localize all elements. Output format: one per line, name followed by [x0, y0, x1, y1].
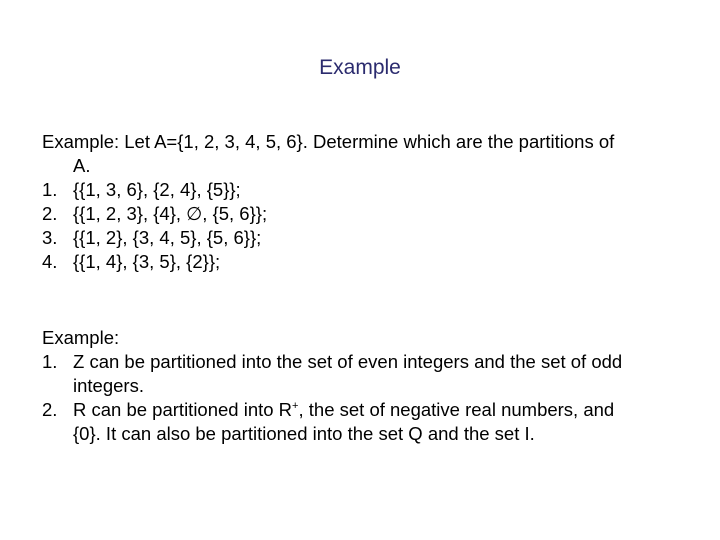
list-item	[42, 226, 682, 250]
list-item-line-1-start: R can be partitioned into R	[73, 399, 293, 420]
list-item-number: 4.	[42, 251, 58, 272]
list-item-line-1: Z can be partitioned into the set of even integers and the set of odd	[73, 351, 623, 372]
list-item-number: 3.	[42, 227, 58, 248]
question-intro-line-2: A.	[73, 155, 91, 176]
list-item-number: 2.	[42, 203, 58, 224]
partition-question-block	[42, 130, 682, 274]
list-item-line-1-end: , the set of negative real numbers, and	[298, 399, 615, 420]
list-item-number: 1.	[42, 179, 58, 200]
superscript-plus: +	[292, 399, 299, 412]
slide-title: Example	[319, 56, 401, 79]
list-item	[42, 202, 682, 226]
list-item-line-2: integers.	[73, 375, 144, 396]
question-intro	[42, 130, 682, 178]
list-item-number: 2.	[42, 399, 58, 420]
list-item	[42, 398, 682, 446]
list-item-line-2: {0}. It can also be partitioned into the set Q and the set I.	[73, 423, 535, 444]
examples-intro: Example:	[42, 327, 120, 348]
list-item	[42, 178, 682, 202]
question-intro-line-1: Example: Let A={1, 2, 3, 4, 5, 6}. Determine which are the partitions of	[42, 131, 615, 152]
list-item-number: 1.	[42, 351, 58, 372]
list-item	[42, 350, 682, 398]
list-item-text: {{1, 2}, {3, 4, 5}, {5, 6}};	[73, 227, 262, 248]
partition-examples-block	[42, 326, 682, 446]
list-item-text: {{1, 2, 3}, {4}, ∅, {5, 6}};	[73, 203, 268, 224]
list-item-text: {{1, 4}, {3, 5}, {2}};	[73, 251, 221, 272]
list-item	[42, 250, 682, 274]
list-item-text: {{1, 3, 6}, {2, 4}, {5}};	[73, 179, 241, 200]
